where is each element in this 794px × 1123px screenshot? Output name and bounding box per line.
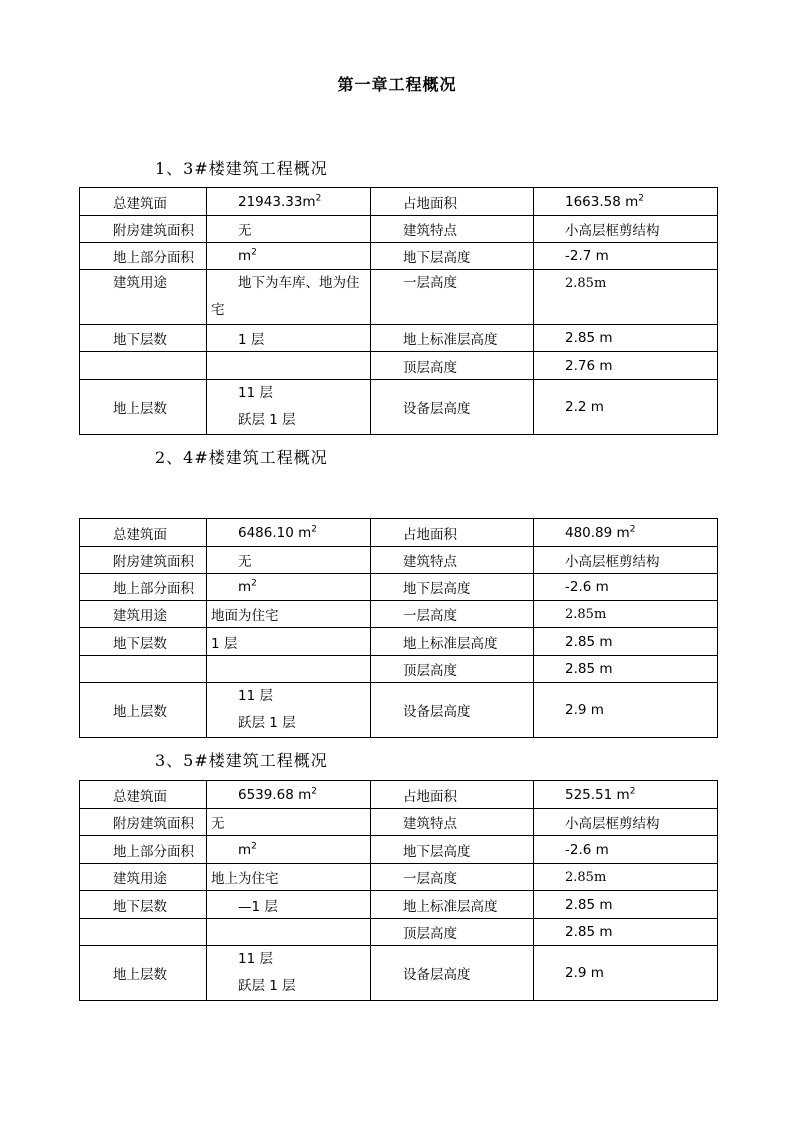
feature-value: 小高层框剪结构 <box>534 216 718 243</box>
first-floor-value: 2.85m <box>534 270 718 325</box>
first-floor-label: 一层高度 <box>371 601 534 628</box>
basement-floors-label: 地下层数 <box>80 891 207 919</box>
first-floor-label: 一层高度 <box>371 864 534 891</box>
use-label: 建筑用途 <box>80 270 207 325</box>
top-height-value: 2.76 m <box>534 352 718 380</box>
table-row <box>80 352 718 380</box>
above-floors-value: 11 层 跃层 1 层 <box>207 683 371 738</box>
above-area-label: 地上部分面积 <box>80 243 207 270</box>
section-heading-4: 2、4#楼建筑工程概况 <box>155 448 328 467</box>
land-area-value: 480.89 $m^2$ <box>534 519 718 547</box>
basement-height-value: -2.7 m <box>534 243 718 270</box>
table-row <box>80 325 718 352</box>
table-row <box>80 270 718 325</box>
equipment-height-label: 设备层高度 <box>371 683 534 738</box>
empty-cell <box>80 656 207 683</box>
use-value: 地面为住宅 <box>207 601 371 628</box>
section-heading-5: 3、5#楼建筑工程概况 <box>155 751 328 770</box>
land-area-value: 525.51 $m^2$ <box>534 781 718 809</box>
standard-height-label: 地上标准层高度 <box>371 325 534 352</box>
table-row <box>80 188 718 216</box>
basement-floors-label: 地下层数 <box>80 628 207 656</box>
use-label: 建筑用途 <box>80 864 207 891</box>
top-height-value: 2.85 m <box>534 656 718 683</box>
above-area-value: $m^2$ <box>207 243 371 270</box>
equipment-height-label: 设备层高度 <box>371 946 534 1001</box>
land-area-value: 1663.58 $m^2$ <box>534 188 718 216</box>
empty-cell <box>80 919 207 946</box>
feature-value: 小高层框剪结构 <box>534 809 718 836</box>
feature-label: 建筑特点 <box>371 216 534 243</box>
standard-height-label: 地上标准层高度 <box>371 628 534 656</box>
feature-value: 小高层框剪结构 <box>534 547 718 574</box>
basement-height-value: -2.6 m <box>534 836 718 864</box>
equipment-height-value: 2.2 m <box>534 380 718 435</box>
basement-height-value: -2.6 m <box>534 574 718 601</box>
above-floors-value: 11 层 跃层 1 层 <box>207 946 371 1001</box>
top-height-label: 顶层高度 <box>371 919 534 946</box>
land-area-label: 占地面积 <box>371 188 534 216</box>
total-area-label: 总建筑面 <box>80 188 207 216</box>
empty-cell <box>207 352 371 380</box>
table-row <box>80 946 718 1001</box>
table-row <box>80 809 718 836</box>
table-row <box>80 380 718 435</box>
annex-label: 附房建筑面积 <box>80 216 207 243</box>
above-floors-value: 11 层 跃层 1 层 <box>207 380 371 435</box>
use-label: 建筑用途 <box>80 601 207 628</box>
table-row <box>80 656 718 683</box>
basement-floors-label: 地下层数 <box>80 325 207 352</box>
section-heading-3: 1、3#楼建筑工程概况 <box>155 159 328 178</box>
equipment-height-value: 2.9 m <box>534 683 718 738</box>
table-row <box>80 574 718 601</box>
first-floor-value: 2.85m <box>534 601 718 628</box>
empty-cell <box>207 919 371 946</box>
above-area-label: 地上部分面积 <box>80 574 207 601</box>
first-floor-label: 一层高度 <box>371 270 534 325</box>
basement-height-label: 地下层高度 <box>371 243 534 270</box>
basement-floors-value: —1 层 <box>207 891 371 919</box>
top-height-label: 顶层高度 <box>371 656 534 683</box>
total-area-label: 总建筑面 <box>80 519 207 547</box>
basement-floors-value: 1 层 <box>207 325 371 352</box>
table-row <box>80 216 718 243</box>
land-area-label: 占地面积 <box>371 519 534 547</box>
table-row <box>80 601 718 628</box>
above-area-value: $m^2$ <box>207 836 371 864</box>
table-row <box>80 243 718 270</box>
total-area-value: $21943.33m^2$ <box>207 188 371 216</box>
feature-label: 建筑特点 <box>371 809 534 836</box>
basement-height-label: 地下层高度 <box>371 574 534 601</box>
table-row <box>80 781 718 809</box>
empty-cell <box>207 656 371 683</box>
standard-height-value: 2.85 m <box>534 325 718 352</box>
land-area-label: 占地面积 <box>371 781 534 809</box>
table-row <box>80 547 718 574</box>
equipment-height-label: 设备层高度 <box>371 380 534 435</box>
use-value: 地上为住宅 <box>207 864 371 891</box>
above-area-value: $m^2$ <box>207 574 371 601</box>
table-row <box>80 864 718 891</box>
first-floor-value: 2.85m <box>534 864 718 891</box>
above-floors-label: 地上层数 <box>80 946 207 1001</box>
above-area-label: 地上部分面积 <box>80 836 207 864</box>
table-row <box>80 628 718 656</box>
annex-value: 无 <box>207 809 371 836</box>
annex-value: 无 <box>207 547 371 574</box>
spec-table-3 <box>79 187 718 435</box>
page-title: 第一章工程概况 <box>337 75 457 94</box>
top-height-label: 顶层高度 <box>371 352 534 380</box>
above-floors-label: 地上层数 <box>80 683 207 738</box>
annex-value: 无 <box>207 216 371 243</box>
table-row <box>80 519 718 547</box>
above-floors-label: 地上层数 <box>80 380 207 435</box>
basement-height-label: 地下层高度 <box>371 836 534 864</box>
standard-height-value: 2.85 m <box>534 891 718 919</box>
total-area-value: 6539.68 $m^2$ <box>207 781 371 809</box>
table-row <box>80 836 718 864</box>
annex-label: 附房建筑面积 <box>80 547 207 574</box>
table-row <box>80 919 718 946</box>
spec-table-5 <box>79 780 718 1001</box>
basement-floors-value: 1 层 <box>207 628 371 656</box>
use-value: 地下为车库、地为住 宅 <box>207 270 371 325</box>
empty-cell <box>80 352 207 380</box>
table-row <box>80 683 718 738</box>
top-height-value: 2.85 m <box>534 919 718 946</box>
equipment-height-value: 2.9 m <box>534 946 718 1001</box>
total-area-label: 总建筑面 <box>80 781 207 809</box>
feature-label: 建筑特点 <box>371 547 534 574</box>
annex-label: 附房建筑面积 <box>80 809 207 836</box>
spec-table-4 <box>79 518 718 738</box>
table-row <box>80 891 718 919</box>
standard-height-value: 2.85 m <box>534 628 718 656</box>
standard-height-label: 地上标准层高度 <box>371 891 534 919</box>
total-area-value: 6486.10 $m^2$ <box>207 519 371 547</box>
